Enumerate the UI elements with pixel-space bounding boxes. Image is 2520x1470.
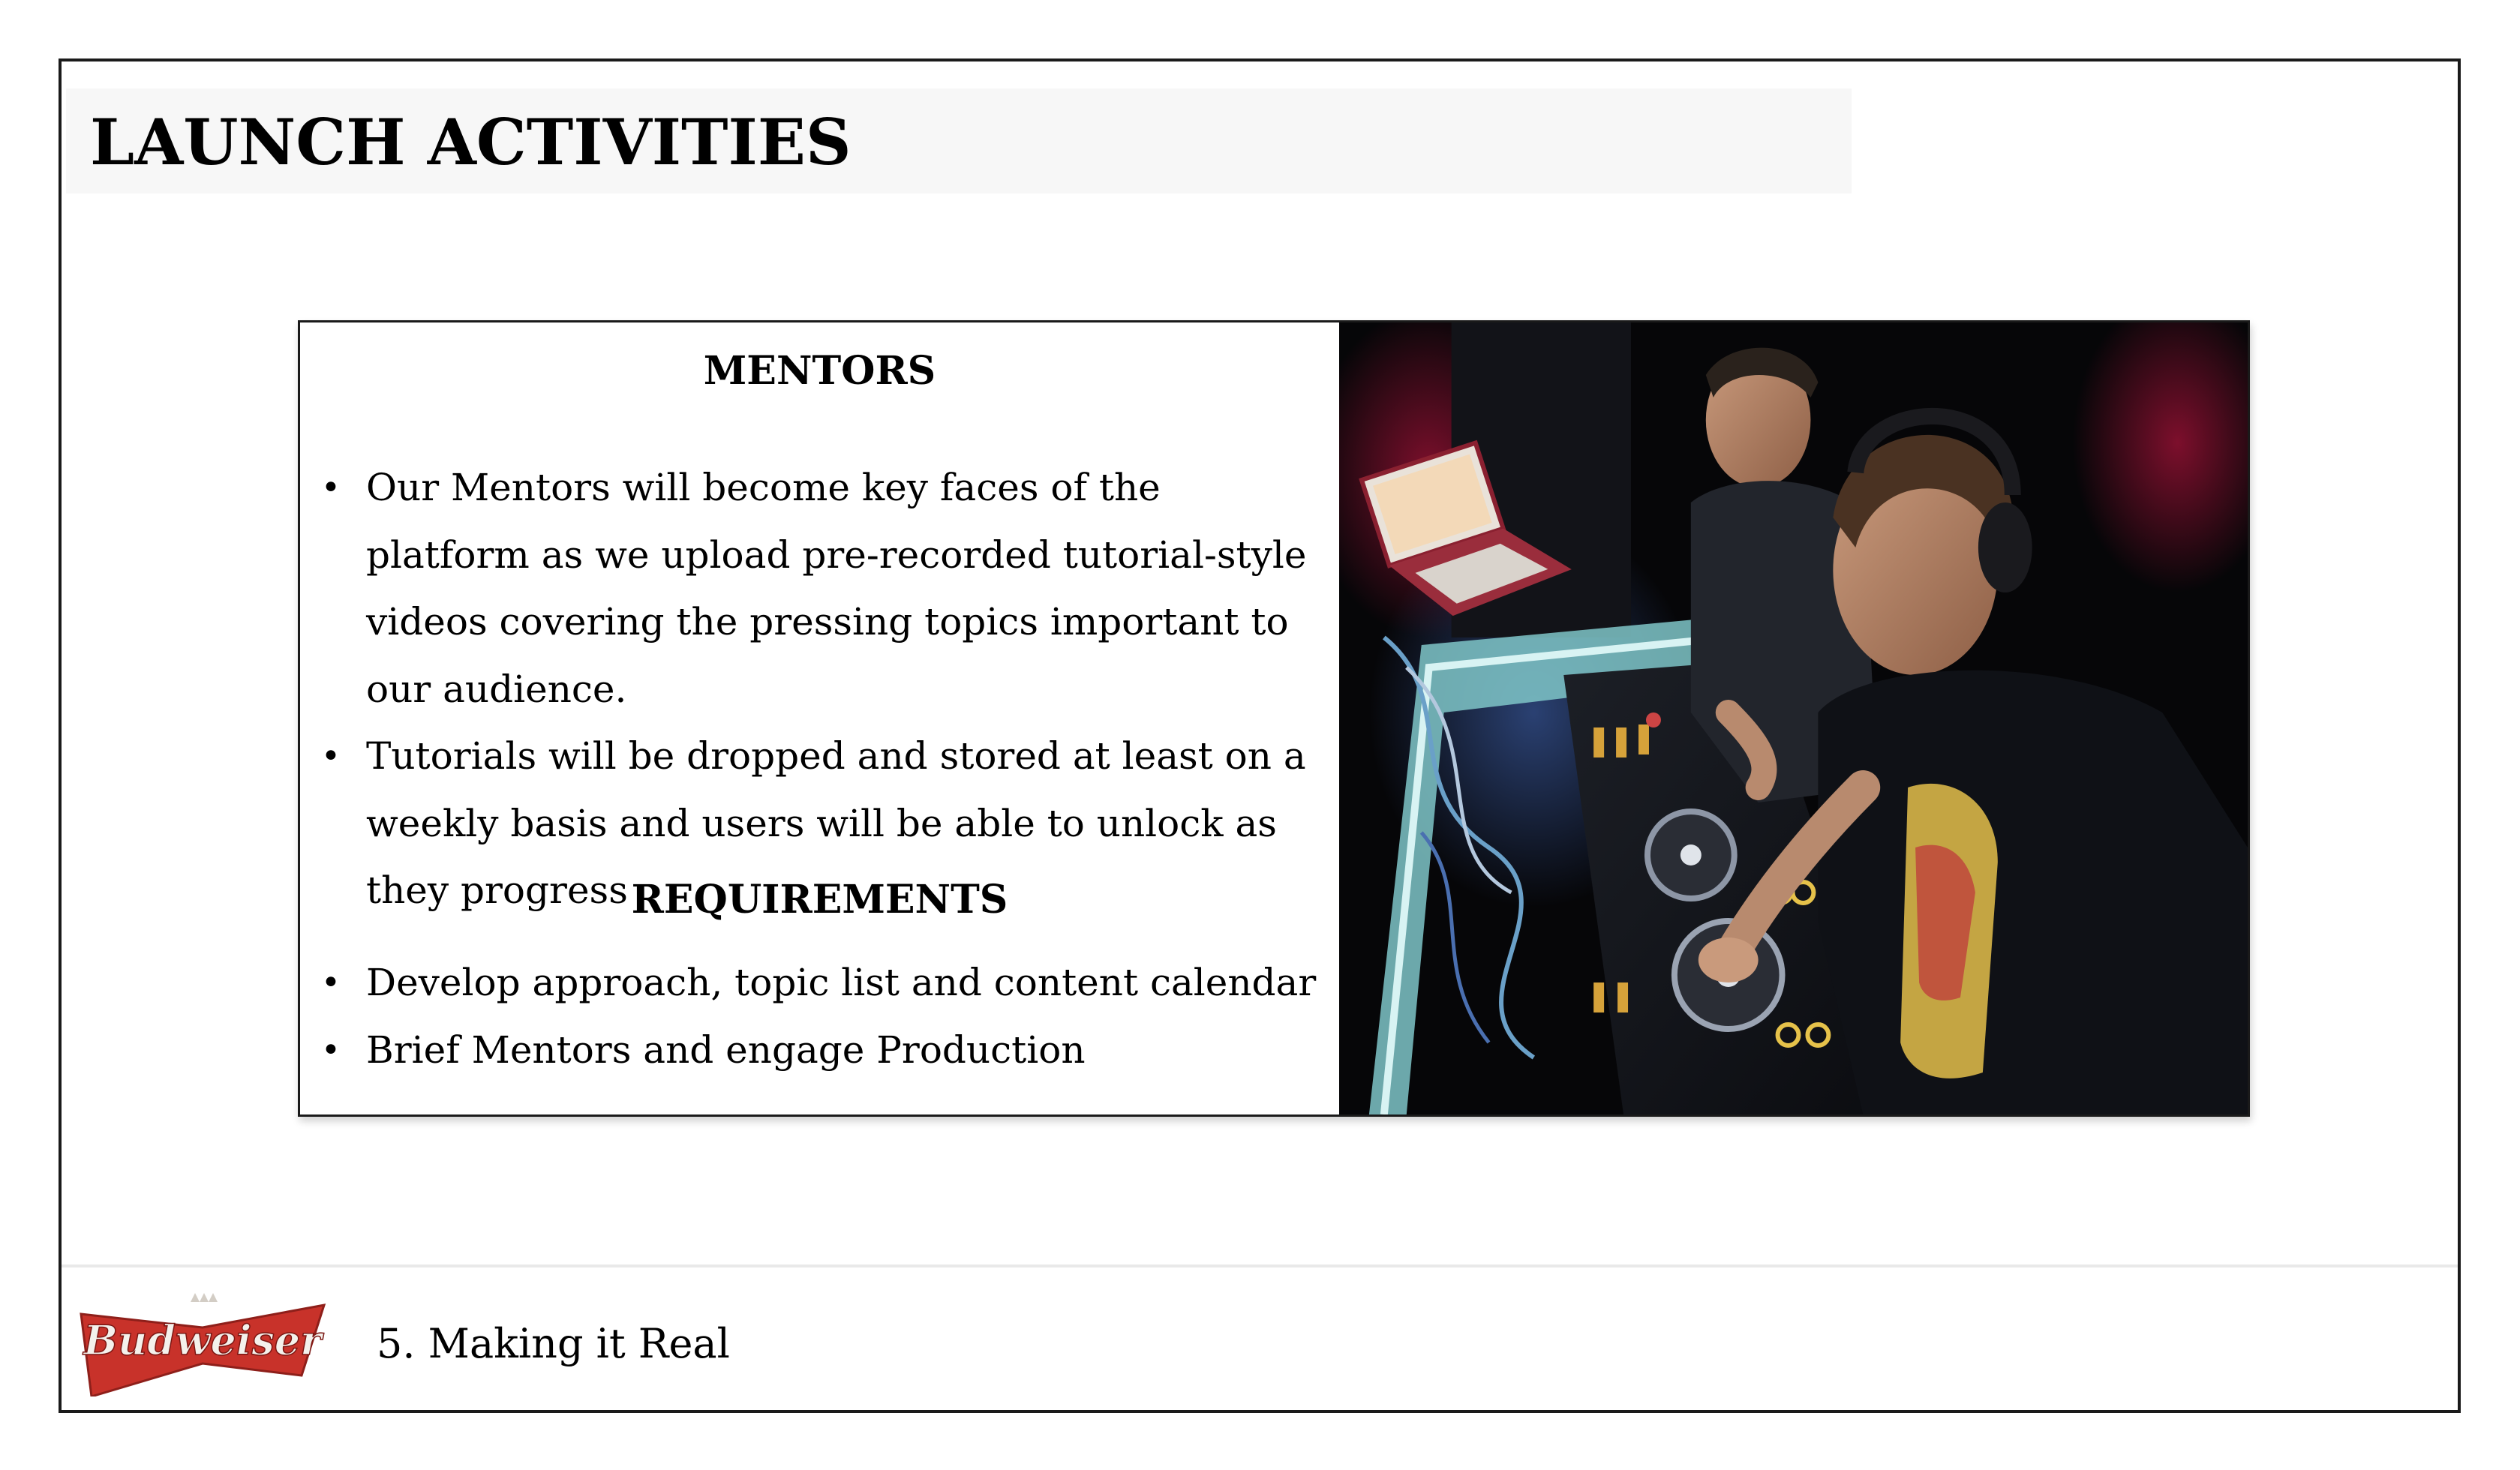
bullet-icon: • [321,964,341,1002]
bullet-text: Tutorials will be dropped and stored at least on a weekly basis and users will be able to unlock as they progress [366,734,1306,912]
bullet-text: Our Mentors will become key faces of the platform as we upload pre-recorded tutorial-style videos covering the pressing topics important to our audience. [366,466,1307,711]
logo-wordmark: Budweiser [83,1316,322,1364]
bullet-text: Brief Mentors and engage Production [366,1028,1086,1072]
dj-photo [1339,322,2248,1114]
budweiser-logo [77,1292,329,1396]
requirements-list [300,950,1339,1084]
list-item [300,454,1339,723]
footer-divider [62,1264,2458,1268]
bullet-icon: • [321,1030,341,1070]
mentors-list [300,454,1339,925]
bullet-text: Develop approach, topic list and content calendar [366,961,1317,1004]
budweiser-bowtie-icon [77,1292,329,1396]
content-box [298,320,2250,1117]
list-item [300,950,1339,1017]
mentors-heading: MENTORS [703,348,936,394]
bullet-icon: • [321,469,341,507]
footer-section-label: 5. Making it Real [377,1320,730,1367]
text-panel [300,322,1339,1114]
dj-photo-illustration [1339,322,2248,1114]
title-band [66,88,1852,194]
requirements-heading: REQUIREMENTS [631,877,1008,922]
slide-title: LAUNCH ACTIVITIES [90,105,852,179]
bullet-icon: • [321,737,341,776]
slide-frame [59,58,2461,1413]
list-item [300,1017,1339,1084]
